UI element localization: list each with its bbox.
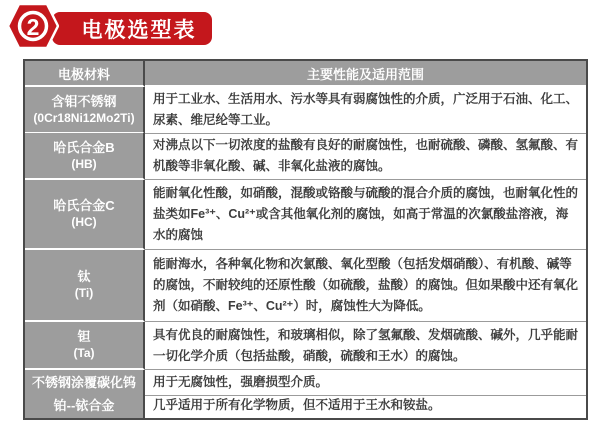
material-name: 含钼不锈钢 — [51, 93, 117, 109]
material-code: (HB) — [71, 156, 97, 171]
description-text: 能耐海水，各种氧化物和次氯酸、氧化型酸（包括发烟硝酸）、有机酸、碱等的腐蚀，不耐较纯的还原性酸（如硫酸，盐酸）的腐蚀。但如果酸中还有氧化剂（如硝酸、Fe³⁺、Cu²⁺）时，腐蚀性大为降低。 — [153, 257, 579, 313]
column-header-performance: 主要性能及适用范围 — [145, 61, 586, 87]
description-text: 能耐氧化性酸，如硝酸，混酸或铬酸与硫酸的混合介质的腐蚀，也耐氧化性的盐类如Fe³⁺、Cu²⁺或含其他氧化剂的腐蚀，如高于常温的次氯酸盐溶液，海水的腐蚀 — [153, 186, 579, 242]
material-cell — [25, 133, 145, 180]
material-name: 铂--铱合金 — [53, 398, 115, 413]
badge-hexagon — [7, 2, 59, 50]
material-name: 钛 — [77, 269, 91, 284]
column-header-material: 电极材料 — [25, 61, 145, 87]
table-header-row — [25, 61, 586, 87]
material-name: 哈氏合金B — [53, 139, 115, 155]
material-name: 钽 — [77, 329, 91, 344]
table-row — [25, 322, 586, 370]
material-cell — [25, 250, 145, 322]
table-row — [25, 250, 586, 322]
material-name: 哈氏合金C — [53, 198, 115, 213]
description-text: 用于工业水、生活用水、污水等具有弱腐蚀性的介质，广泛用于石油、化工、尿素、维尼纶等工业。 — [153, 92, 579, 127]
table-row — [25, 370, 586, 393]
description-text: 用于无腐蚀性，强磨损型介质。 — [153, 375, 329, 389]
title-banner — [52, 12, 212, 45]
material-code: (Ti) — [74, 286, 94, 300]
material-cell — [25, 393, 145, 418]
table-row — [25, 180, 586, 250]
material-code: (HC) — [71, 215, 97, 229]
material-cell — [25, 322, 145, 370]
description-cell — [145, 180, 586, 250]
page-title: 电极选型表 — [81, 18, 197, 42]
description-cell — [145, 393, 586, 418]
description-text: 具有优良的耐腐蚀性，和玻璃相似，除了氢氟酸、发烟硫酸、碱外，几乎能耐一切化学介质（包括盐酸，硝酸，硫酸和王水）的腐蚀。 — [153, 327, 579, 363]
material-cell — [25, 87, 145, 134]
electrode-table — [23, 59, 588, 420]
description-cell — [145, 250, 586, 322]
material-code: (Ta) — [73, 346, 95, 360]
description-text: 几乎适用于所有化学物质，但不适用于王水和铵盐。 — [153, 398, 441, 412]
table-row — [25, 133, 586, 180]
description-cell — [145, 322, 586, 370]
material-name: 不锈钢涂覆碳化钨 — [31, 374, 136, 390]
material-cell — [25, 180, 145, 250]
material-code: (0Cr18Ni12Mo2Ti) — [33, 110, 135, 125]
table-row — [25, 87, 586, 133]
badge-number: 2 — [26, 14, 40, 40]
description-cell — [145, 133, 586, 180]
description-text: 对沸点以下一切浓度的盐酸有良好的耐腐蚀性，也耐硫酸、磷酸、氢氟酸、有机酸等非氧化酸、碱、非氧化盐液的腐蚀。 — [153, 138, 579, 173]
description-cell — [145, 87, 586, 134]
table-row — [25, 393, 586, 418]
